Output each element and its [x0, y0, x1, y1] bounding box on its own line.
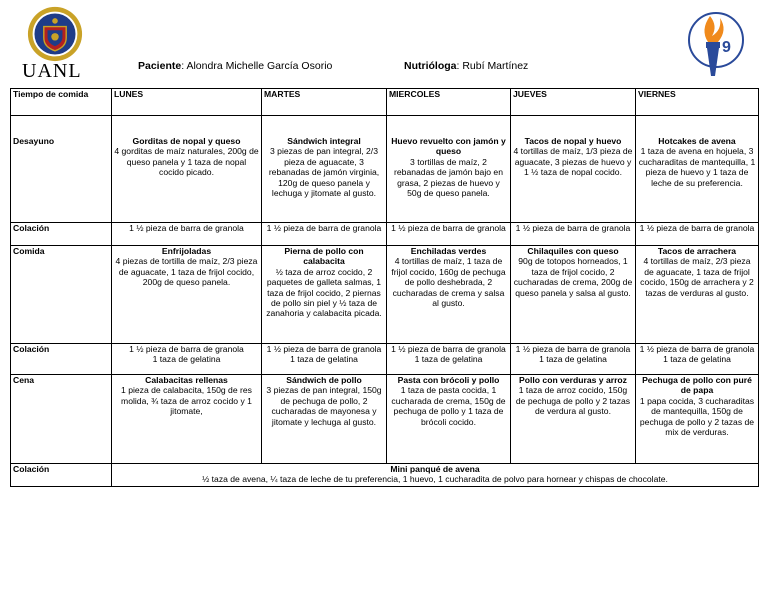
- meal-desc: 1 papa cocida, 3 cucharaditas de mantequilla, 150g de pechuga de pollo y 2 tazas de mix de verduras.: [639, 395, 755, 438]
- meal-cell: [112, 116, 262, 223]
- snack-cell: [262, 344, 387, 375]
- table-row-comida: [11, 246, 759, 344]
- snack-line: 1 taza de gelatina: [152, 354, 221, 365]
- meal-cell: [112, 246, 262, 344]
- patient-label: Paciente: [138, 60, 182, 72]
- meal-title: Hotcakes de avena: [658, 136, 736, 146]
- meal-desc: ½ taza de avena, ¼ taza de leche de tu preferencia, 1 huevo, 1 cucharadita de polvo para hornear y chispas de chocolate.: [202, 474, 668, 485]
- university-name: UANL: [22, 60, 82, 82]
- snack-line: 1 ½ pieza de barra de granola: [129, 344, 244, 354]
- patient-colon: :: [181, 60, 187, 72]
- meal-title: Pierna de pollo con calabacita: [284, 246, 364, 267]
- meal-title: Pechuga de pollo con puré de papa: [642, 375, 752, 396]
- university-seal-icon: [26, 6, 84, 62]
- header-martes: MARTES: [262, 89, 387, 116]
- meal-cell: [112, 375, 262, 464]
- meal-desc: 3 piezas de pan integral, 150g de pechuga de pollo, 2 cucharadas de mayonesa y jitomate y lechuga al gusto.: [266, 385, 382, 427]
- meal-desc: 1 taza de arroz cocido, 150g de pechuga de pollo y 2 tazas de verdura al gusto.: [515, 385, 631, 417]
- meal-title: Tacos de nopal y huevo: [524, 136, 622, 146]
- meal-title: Enfrijoladas: [161, 246, 212, 256]
- snack-cell: [387, 344, 511, 375]
- patient-name: Alondra Michelle García Osorio: [186, 60, 333, 72]
- table-header-row: [11, 89, 759, 116]
- snack-cell-merged: [112, 464, 759, 487]
- nutritionist-label: Nutrióloga: [404, 60, 457, 72]
- row-label: Colación: [11, 464, 112, 487]
- meal-title: Pasta con brócoli y pollo: [397, 375, 500, 385]
- meal-cell: [262, 246, 387, 344]
- meal-desc: 1 taza de avena en hojuela, 3 cucharaditas de mantequilla, 1 pieza de huevo y 1 taza de leche de su preferencia.: [638, 146, 756, 188]
- header-jueves: JUEVES: [511, 89, 636, 116]
- meal-cell: [387, 246, 511, 344]
- table-row-colacion: [11, 464, 759, 487]
- meal-cell: [262, 116, 387, 223]
- snack-cell: 1 ½ pieza de barra de granola: [387, 223, 511, 246]
- snack-line: 1 ½ pieza de barra de granola: [391, 344, 506, 354]
- meal-title: Gorditas de nopal y queso: [132, 136, 241, 146]
- meal-cell: [636, 116, 759, 223]
- table-row-colacion: [11, 223, 759, 246]
- meal-title: Huevo revuelto con jamón y queso: [391, 136, 506, 157]
- header-viernes: VIERNES: [636, 89, 759, 116]
- table-row-desayuno: [11, 116, 759, 223]
- snack-cell: 1 ½ pieza de barra de granola: [511, 223, 636, 246]
- snack-line: 1 taza de gelatina: [290, 354, 358, 365]
- meal-title: Pollo con verduras y arroz: [519, 375, 627, 385]
- meal-title: Enchiladas verdes: [410, 246, 487, 256]
- snack-line: 1 taza de gelatina: [663, 354, 731, 365]
- meal-desc: 4 tortillas de maíz, 1/3 pieza de aguacate, 3 piezas de huevo y 1 ½ taza de nopal cocido.: [513, 146, 633, 178]
- meal-title: Sándwich de pollo: [286, 375, 362, 385]
- table-row-cena: [11, 375, 759, 464]
- logo-number: 9: [722, 39, 731, 56]
- snack-cell: [112, 344, 262, 375]
- table-row-colacion: [11, 344, 759, 375]
- meal-cell: [636, 246, 759, 344]
- torch-logo-icon: [682, 6, 744, 80]
- nutritionist-line: [404, 60, 528, 72]
- row-label: Cena: [11, 375, 112, 464]
- meal-cell: [636, 375, 759, 464]
- snack-cell: 1 ½ pieza de barra de granola: [636, 223, 759, 246]
- snack-line: 1 ½ pieza de barra de granola: [266, 344, 382, 354]
- meal-title: Sándwich integral: [287, 136, 361, 146]
- row-label: Colación: [11, 344, 112, 375]
- snack-line: 1 taza de gelatina: [414, 354, 483, 365]
- meal-cell: [511, 246, 636, 344]
- snack-cell: 1 ½ pieza de barra de granola: [112, 223, 262, 246]
- meal-desc: 1 pieza de calabacita, 150g de res molida, ¾ taza de arroz cocido y 1 jitomate,: [121, 385, 252, 417]
- nutritionist-colon: :: [456, 60, 463, 72]
- meal-cell: [262, 375, 387, 464]
- meal-cell: [511, 116, 636, 223]
- meal-desc: ½ taza de arroz cocido, 2 paquetes de galleta salmas, 1 taza de frijol cocido, 2 piernas de pollo sin piel y ½ taza de zanahoria y calabacita picada.: [266, 266, 382, 319]
- meal-desc: 4 tortillas de maíz, 1 taza de frijol cocido, 160g de pechuga de pollo deshebrada, 2 cucharadas de crema y salsa al gusto.: [391, 256, 506, 309]
- meal-cell: [387, 116, 511, 223]
- snack-cell: [511, 344, 636, 375]
- row-label: Desayuno: [11, 116, 112, 223]
- meal-desc: 4 piezas de tortilla de maíz, 2/3 pieza de aguacate, 1 taza de frijol cocido, 200g de queso panela.: [115, 256, 258, 288]
- patient-line: [138, 60, 332, 72]
- header-lunes: LUNES: [112, 89, 262, 116]
- meal-desc: 1 taza de pasta cocida, 1 cucharada de crema, 150g de pechuga de pollo y 1 taza de brócoli cocido.: [391, 385, 506, 427]
- snack-cell: 1 ½ pieza de barra de granola: [262, 223, 387, 246]
- meal-title: Tacos de arrachera: [657, 246, 737, 256]
- snack-line: 1 taza de gelatina: [539, 354, 607, 365]
- meal-desc: 3 tortillas de maíz, 2 rebanadas de jamón bajo en grasa, 2 piezas de huevo y 50g de queso panela.: [394, 156, 503, 199]
- meal-desc: 4 tortillas de maíz, 2/3 pieza de aguacate, 1 taza de frijol cocido, 150g de arrachera y 2 tazas de verduras al gusto.: [640, 256, 754, 298]
- snack-cell: [636, 344, 759, 375]
- nutritionist-name: Rubí Martínez: [462, 60, 529, 72]
- meal-desc: 3 piezas de pan integral, 2/3 pieza de aguacate, 3 rebanadas de jamón virginia, 120g de queso panela y lechuga y jitomate al gusto.: [268, 146, 380, 199]
- row-label: Comida: [11, 246, 112, 344]
- meal-cell: [387, 375, 511, 464]
- meal-title: Mini panqué de avena: [390, 464, 480, 474]
- header-meal-time: Tiempo de comida: [11, 89, 112, 116]
- meal-desc: 90g de totopos horneados, 1 taza de frijol cocido, 2 cucharadas de crema, 200g de queso panela y salsa al gusto.: [513, 256, 633, 298]
- meal-title: Chilaquiles con queso: [527, 246, 619, 256]
- meal-desc: 4 gorditas de maíz naturales, 200g de queso panela y 1 taza de nopal cocido picado.: [114, 146, 259, 178]
- meal-cell: [511, 375, 636, 464]
- meal-title: Calabacitas rellenas: [145, 375, 228, 385]
- snack-line: 1 ½ pieza de barra de granola: [515, 344, 631, 354]
- meal-plan-table: [10, 88, 759, 487]
- row-label: Colación: [11, 223, 112, 246]
- snack-line: 1 ½ pieza de barra de granola: [639, 344, 755, 354]
- header-miercoles: MIERCOLES: [387, 89, 511, 116]
